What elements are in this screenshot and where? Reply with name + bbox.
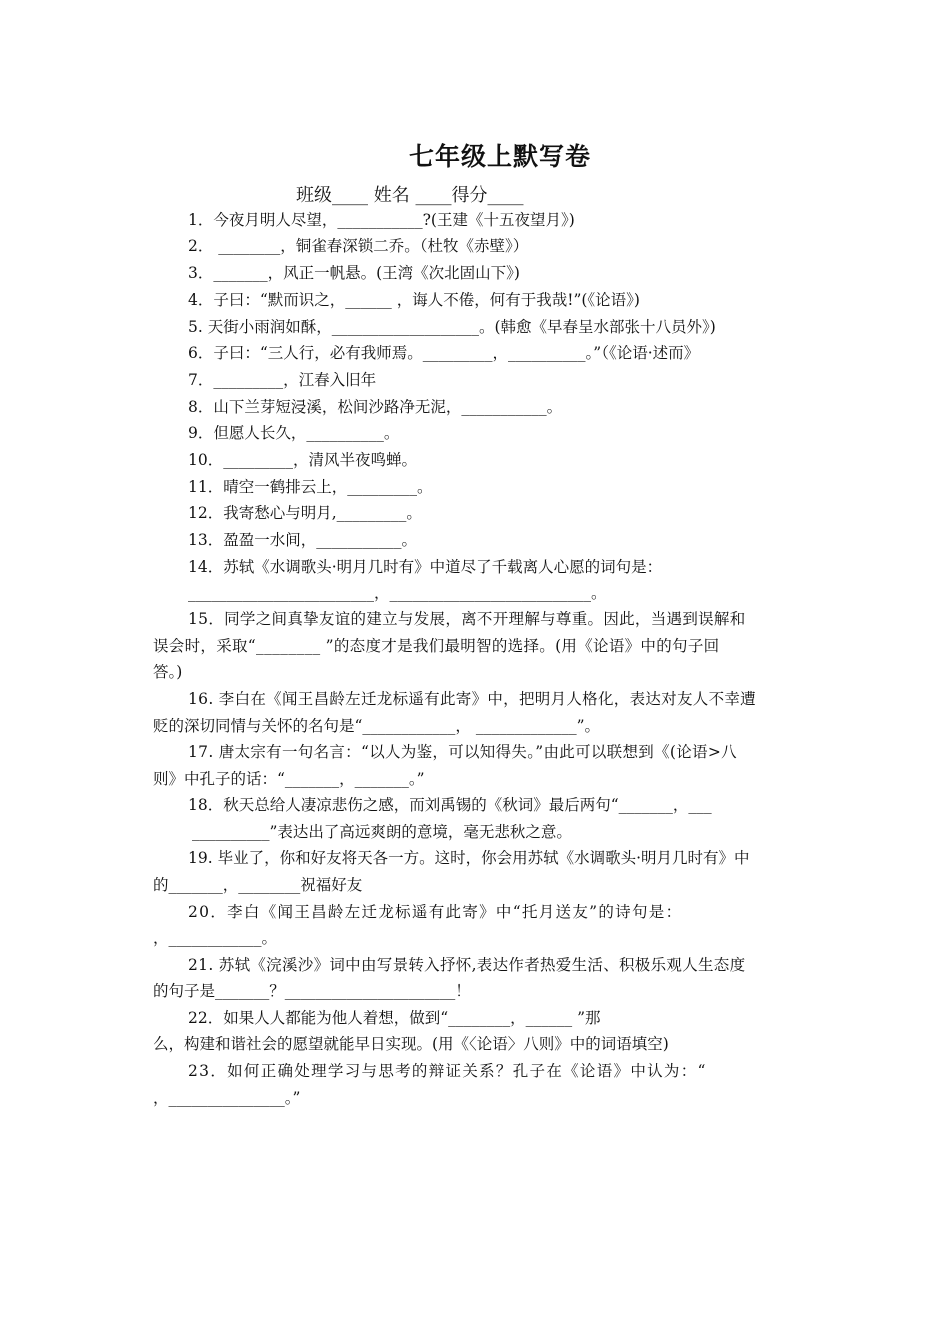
question-20-line-1: 20．李白《闻王昌龄左迁龙标遥有此寄》中“托月送友”的诗句是： [188, 903, 683, 921]
question-9: 9．但愿人长久，__________。 [188, 424, 400, 442]
question-17-line-2: 则》中孔子的话：“_______，_______。” [153, 770, 425, 788]
question-21-line-2: 的句子是_______？______________________！ [153, 982, 471, 1000]
question-3: 3．_______，风正一帆悬。(王湾《次北固山下》) [188, 264, 520, 282]
question-15-line-2: 误会时，采取“________ ”的态度才是我们最明智的选择。(用《论语》中的句子回 [153, 637, 720, 655]
question-12: 12．我寄愁心与明月,_________。 [188, 504, 422, 522]
question-14: 14．苏轼《水调歌头·明月几时有》中道尽了千载离人心愿的词句是： [188, 558, 663, 576]
question-4: 4．子曰：“默而识之，______ ，诲人不倦，何有于我哉!”(《论语》) [188, 291, 640, 309]
question-13: 13．盈盈一水间，___________。 [188, 531, 417, 549]
question-15-line-1: 15．同学之间真挚友谊的建立与发展，离不开理解与尊重。因此，当遇到误解和 [188, 610, 746, 628]
question-16-line-1: 16. 李白在《闻王昌龄左迁龙标遥有此寄》中，把明月人格化，表达对友人不幸遭 [188, 690, 756, 708]
question-20-line-2: ，____________。 [153, 929, 278, 947]
question-23-line-1: 23．如何正确处理学习与思考的辩证关系？孔子在《论语》中认为：“ [188, 1062, 707, 1080]
question-22-line-2: 么，构建和谐社会的愿望就能早日实现。(用《〈论语〉八则》中的词语填空) [153, 1035, 669, 1053]
question-11: 11．晴空一鹤排云上，_________。 [188, 478, 433, 496]
question-8: 8．山下兰芽短浸溪，松间沙路净无泥，___________。 [188, 398, 563, 416]
question-17-line-1: 17. 唐太宗有一句名言：“以人为鉴，可以知得失。”由此可以联想到《(论语>八 [188, 743, 737, 761]
question-19-line-1: 19. 毕业了，你和好友将天各一方。这时，你会用苏轼《水调歌头·明月几时有》中 [188, 849, 750, 867]
question-18-line-2: __________”表达出了高远爽朗的意境，毫无悲秋之意。 [192, 823, 572, 841]
question-21-line-1: 21. 苏轼《浣溪沙》词中由写景转入抒怀,表达作者热爱生活、积极乐观人生态度 [188, 956, 746, 974]
question-5: 5. 天街小雨润如酥，___________________。(韩愈《早春呈水部张十八员外》) [188, 318, 716, 336]
question-2: 2． ________，铜雀春深锁二乔。（杜牧《赤壁》） [188, 237, 529, 255]
page-title: 七年级上默写卷 [408, 142, 591, 171]
question-10: 10．_________，清风半夜鸣蝉。 [188, 451, 417, 469]
question-15-line-3: 答。) [153, 663, 183, 681]
question-7: 7．_________，江春入旧年 [188, 371, 377, 389]
question-16-line-2: 贬的深切同情与关怀的名句是“____________， _____________”。 [153, 717, 601, 735]
class-name-score-line: 班级____ 姓名 ____得分____ [296, 185, 524, 206]
question-14-blanks: ________________________，__________________________。 [188, 584, 607, 602]
question-19-line-2: 的_______，________祝福好友 [153, 876, 363, 894]
question-23-line-2: ，_______________。” [153, 1089, 301, 1107]
question-1: 1．今夜月明人尽望，___________?(王建《十五夜望月》) [188, 211, 575, 229]
question-6: 6．子曰：“三人行，必有我师焉。_________，__________。”（《论语·述而》 [188, 344, 700, 362]
question-18-line-1: 18．秋天总给人凄凉悲伤之感，而刘禹锡的《秋词》最后两句“_______，___ [188, 796, 712, 814]
question-22-line-1: 22．如果人人都能为他人着想，做到“________，______ ”那 [188, 1009, 601, 1027]
